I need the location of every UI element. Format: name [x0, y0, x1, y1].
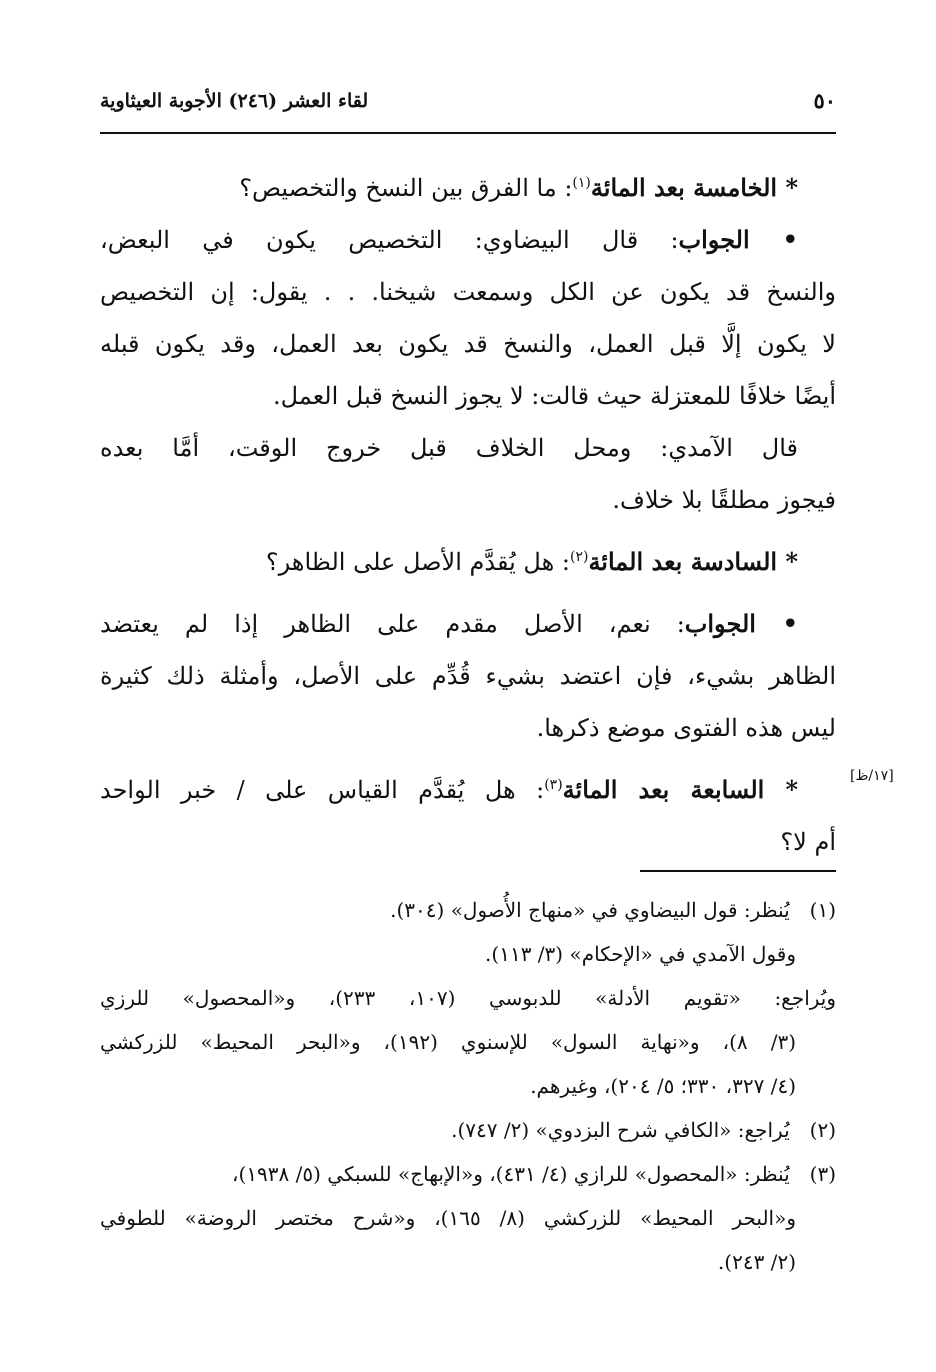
footnote-separator [640, 870, 836, 872]
footnote-1-line: (٤/ ٣٢٧، ٣٣٠؛ ٥/ ٢٠٤)، وغيرهم. [530, 1074, 796, 1098]
question-label: * الخامسة بعد المائة [590, 173, 798, 202]
running-title: لقاء العشر (٢٤٦) الأجوبة العيثاوية [100, 90, 369, 112]
question-105 [100, 162, 836, 214]
footnote-ref: (١) [572, 175, 591, 191]
page-number: ٥٠ [813, 88, 836, 113]
footnotes [100, 888, 836, 1284]
header-rule [100, 132, 836, 134]
footnote-3-line: (٢/ ٢٤٣). [717, 1250, 796, 1274]
footnote-2: (٢) يُراجع: «الكافي شرح البزدوي» (٢/ ٧٤٧). [100, 1108, 836, 1152]
footnote-3-line: و«البحر المحيط» للزركشي (٨/ ١٦٥)، و«شرح مختصر الروضة» للطوفي [100, 1206, 796, 1230]
footnote-1: (١) يُنظر: قول البيضاوي في «منهاج الأُصول» (٣٠٤). [100, 888, 836, 932]
main-text [100, 162, 836, 868]
question-106 [100, 536, 836, 588]
footnote-3: (٣) يُنظر: «المحصول» للرازي (٤/ ٤٣١)، و«الإبهاج» للسبكي (٥/ ١٩٣٨)، [100, 1152, 836, 1196]
page-header [100, 84, 836, 128]
question-text: : هل يُقدَّم القياس على / خبر الواحد [100, 776, 545, 804]
question-text: : هل يُقدَّم الأصل على الظاهر؟ [265, 548, 570, 576]
answer-106-line: • الجواب: نعم، الأصل مقدم على الظاهر إذا لم يعتضد [100, 609, 798, 638]
question-label: * السادسة بعد المائة [588, 547, 798, 576]
question-107-line: أم لا؟ [780, 828, 836, 856]
answer-105-line: والنسخ قد يكون عن الكل وسمعت شيخنا. . . يقول: إن التخصيص [100, 278, 836, 306]
footnote-1-line: (٣/ ٨)، و«نهاية السول» للإسنوي (١٩٢)، و«البحر المحيط» للزركشي [100, 1030, 796, 1054]
answer-106-line: ليس هذه الفتوى موضع ذكرها. [536, 714, 836, 742]
question-107 [100, 764, 836, 816]
question-label: * السابعة بعد المائة [562, 775, 799, 804]
footnote-1-line: ويُراجع: «تقويم الأدلة» للدبوسي (١٠٧، ٢٣٣)، و«المحصول» للرزي [100, 986, 836, 1010]
answer-105-line: أيضًا خلافًا للمعتزلة حيث قالت: لا يجوز النسخ قبل العمل. [273, 382, 836, 410]
answer-105-line: لا يكون إلَّا قبل العمل، والنسخ قد يكون بعد العمل، وقد يكون قبله [100, 330, 836, 358]
answer-106-line: الظاهر بشيء، فإن اعتضد بشيء قُدِّم على الأصل، وأمثلة ذلك كثيرة [100, 662, 836, 690]
manuscript-folio-note: [١٧/ظ] [850, 768, 894, 784]
answer-105-line: • الجواب: قال البيضاوي: التخصيص يكون في البعض، [100, 225, 798, 254]
footnote-number: (٢) [809, 1118, 836, 1142]
footnote-1-line: وقول الآمدي في «الإحكام» (٣/ ١١٣). [485, 942, 796, 966]
answer-label: • الجواب [678, 225, 798, 254]
question-text: : ما الفرق بين النسخ والتخصيص؟ [239, 174, 573, 202]
footnote-ref: (٣) [544, 777, 563, 793]
answer-105-line: قال الآمدي: ومحل الخلاف قبل خروج الوقت، أمَّا بعده [100, 434, 798, 462]
footnote-number: (١) [809, 898, 836, 922]
answer-105-line: فيجوز مطلقًا بلا خلاف. [612, 486, 836, 514]
answer-label: • الجواب [684, 609, 798, 638]
footnote-ref: (٢) [569, 549, 589, 565]
footnote-number: (٣) [809, 1162, 836, 1186]
